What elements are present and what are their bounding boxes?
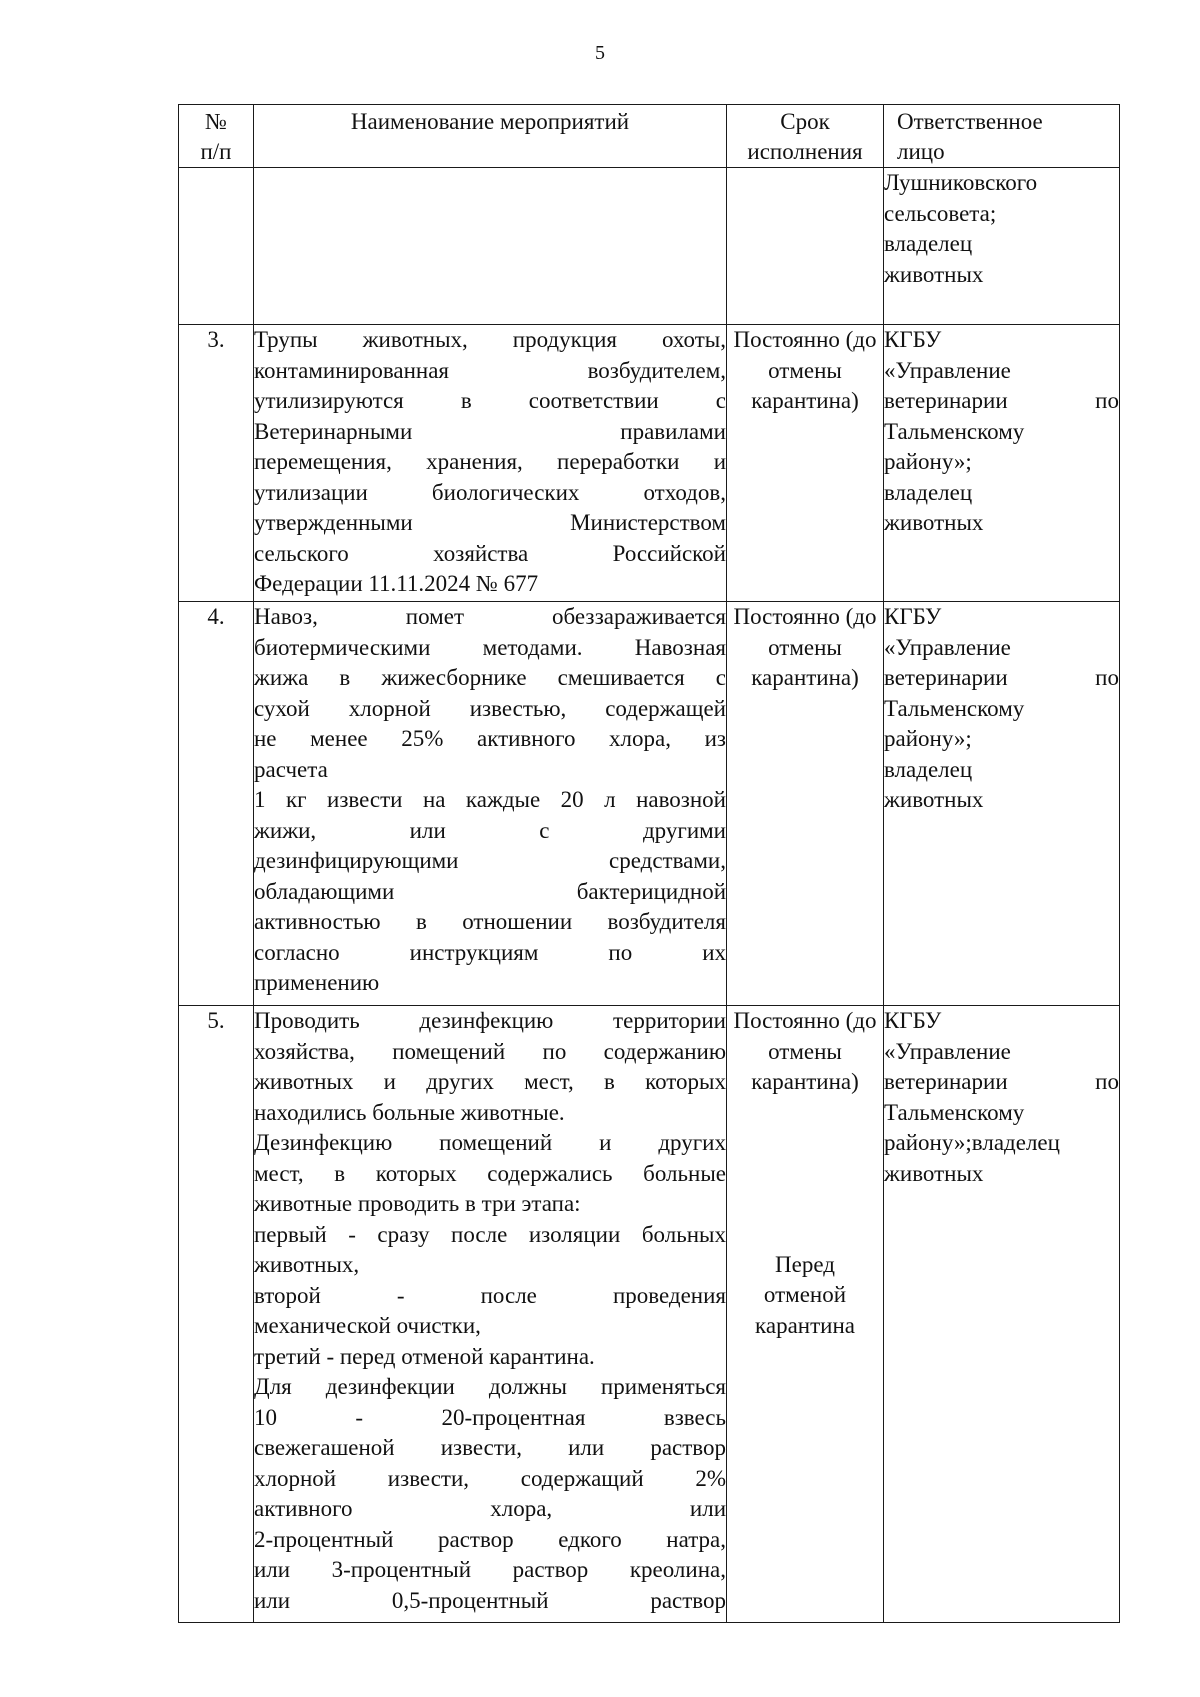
name-line: находились больные животные. [254, 1099, 565, 1125]
row-number-cell: 5. [179, 1006, 254, 1623]
name-line: или 0,5-процентный раствор [254, 1587, 726, 1613]
term-line: отменой [763, 1282, 847, 1307]
responsible-line: животных [884, 787, 984, 812]
header-responsible [884, 105, 1120, 168]
name-line: свежегашеной извести, или раствор [254, 1435, 726, 1460]
responsible-line: «Управление [884, 357, 1011, 383]
row-number-cell: 4. [179, 602, 254, 1006]
name-line: утилизируются в соответствии с [254, 388, 726, 413]
name-line: утвержденными Министерством [254, 510, 726, 535]
name-line: контаминированная возбудителем, [254, 357, 726, 383]
name-line: Для дезинфекции должны применяться [254, 1374, 726, 1399]
name-line: Дезинфекцию помещений и других [254, 1130, 726, 1155]
responsible-line: району»;владелец [884, 1130, 1060, 1155]
responsible-line: ветеринарии по [884, 1069, 1119, 1094]
name-line: не менее 25% активного хлора, из [254, 726, 726, 751]
row-term-cell [727, 168, 884, 325]
name-line: Трупы животных, продукция охоты, [254, 327, 726, 352]
responsible-line: сельсовета; [884, 200, 997, 226]
name-line: обладающими бактерицидной [254, 878, 726, 904]
name-line: или 3-процентный раствор креолина, [254, 1557, 726, 1582]
name-line: 1 кг извести на каждые 20 л навозной [254, 787, 726, 812]
header-name [254, 105, 727, 168]
responsible-line: Тальменскому [884, 1099, 1025, 1125]
name-line: применению [254, 970, 380, 995]
name-line: Федерации 11.11.2024 № 677 [254, 571, 539, 596]
name-line: дезинфицирующими средствами, [254, 848, 726, 873]
term-line: карантина [755, 1312, 855, 1338]
name-line: животных и других мест, в которых [254, 1069, 726, 1094]
header-term-line: Срок [780, 109, 830, 134]
name-line: второй - после проведения [254, 1282, 726, 1308]
term-line: Постоянно [733, 327, 840, 352]
responsible-line: району»; [884, 726, 972, 751]
name-line: сухой хлорной известью, содержащей [254, 695, 726, 721]
term-line: карантина) [751, 665, 859, 690]
name-line: третий - перед отменой карантина. [254, 1343, 595, 1369]
responsible-line: КГБУ [884, 1008, 942, 1033]
term-line: (до отмены [768, 1008, 877, 1064]
page-number: 5 [595, 42, 605, 64]
row-term-cell [727, 602, 884, 1006]
responsible-line: «Управление [884, 1038, 1011, 1064]
name-line: сельского хозяйства Российской [254, 540, 726, 566]
responsible-line: району»; [884, 449, 972, 474]
row-number-cell: 3. [179, 325, 254, 602]
responsible-line: владелец [884, 756, 973, 782]
term-line: карантина) [751, 1069, 859, 1094]
name-line: 10 - 20-процентная взвесь [254, 1404, 726, 1430]
header-number-line: № [205, 109, 227, 134]
responsible-line: КГБУ [884, 327, 942, 352]
name-line: жижи, или с другими [254, 817, 726, 843]
row-responsible-cell [884, 602, 1120, 1006]
responsible-line: Тальменскому [884, 695, 1025, 721]
row-term-cell [727, 325, 884, 602]
term-line: Перед [775, 1251, 835, 1277]
header-term-line: исполнения [747, 139, 863, 164]
responsible-line: животных [884, 261, 984, 287]
responsible-line: животных [884, 510, 984, 535]
responsible-line: «Управление [884, 634, 1011, 660]
responsible-line: ветеринарии по [884, 665, 1119, 690]
name-line: хозяйства, помещений по содержанию [254, 1038, 726, 1064]
name-line: Ветеринарными правилами [254, 418, 726, 444]
name-line: активного хлора, или [254, 1496, 726, 1521]
responsible-line: владелец [884, 479, 973, 505]
responsible-line: Тальменскому [884, 418, 1025, 444]
name-line: животных, [254, 1252, 360, 1277]
name-line: механической очистки, [254, 1313, 481, 1338]
row-number-cell [179, 168, 254, 325]
name-line: жижа в жижесборнике смешивается с [254, 665, 726, 690]
table-row [179, 325, 1120, 602]
table-row [179, 1006, 1120, 1623]
name-line: Проводить дезинфекцию территории [254, 1008, 726, 1033]
name-line: согласно инструкциям по их [254, 939, 726, 965]
responsible-line: ветеринарии по [884, 388, 1119, 413]
name-line: перемещения, хранения, переработки и [254, 449, 726, 474]
name-line: утилизации биологических отходов, [254, 479, 726, 505]
row-responsible-cell [884, 1006, 1120, 1623]
term-line: Постоянно [733, 1008, 840, 1033]
responsible-line: КГБУ [884, 604, 942, 629]
responsible-line: животных [884, 1160, 984, 1186]
row-responsible-cell [884, 168, 1120, 325]
table-row [179, 168, 1120, 325]
term-line: (до отмены [768, 327, 877, 383]
header-term [727, 105, 884, 168]
row-name-cell [254, 325, 727, 602]
header-responsible-line: Ответственное [897, 109, 1043, 134]
header-name-text: Наименование мероприятий [350, 109, 630, 134]
row-name-cell [254, 1006, 727, 1623]
name-line: активностью в отношении возбудителя [254, 909, 726, 934]
row-term-cell [727, 1006, 884, 1623]
header-number-line: п/п [200, 139, 232, 164]
responsible-line: владелец [884, 231, 973, 256]
table-row [179, 602, 1120, 1006]
name-line: биотермическими методами. Навозная [254, 634, 726, 660]
row-name-cell [254, 168, 727, 325]
term-line: карантина) [751, 388, 859, 413]
header-responsible-line: лицо [897, 139, 945, 164]
term-line: (до отмены [768, 604, 877, 660]
name-line: хлорной извести, содержащий 2% [254, 1465, 726, 1491]
name-line: животные проводить в три этапа: [254, 1191, 581, 1216]
header-number [179, 105, 254, 168]
responsible-line: Лушниковского [884, 170, 1038, 195]
name-line: мест, в которых содержались больные [254, 1160, 726, 1186]
term-line: Постоянно [733, 604, 840, 629]
measures-table [178, 104, 1120, 1623]
row-name-cell [254, 602, 727, 1006]
name-line: расчета [254, 756, 328, 782]
name-line: первый - сразу после изоляции больных [254, 1221, 726, 1247]
name-line: Навоз, помет обеззараживается [254, 604, 726, 629]
table-header-row [179, 105, 1120, 168]
row-responsible-cell [884, 325, 1120, 602]
name-line: 2-процентный раствор едкого натра, [254, 1526, 726, 1552]
